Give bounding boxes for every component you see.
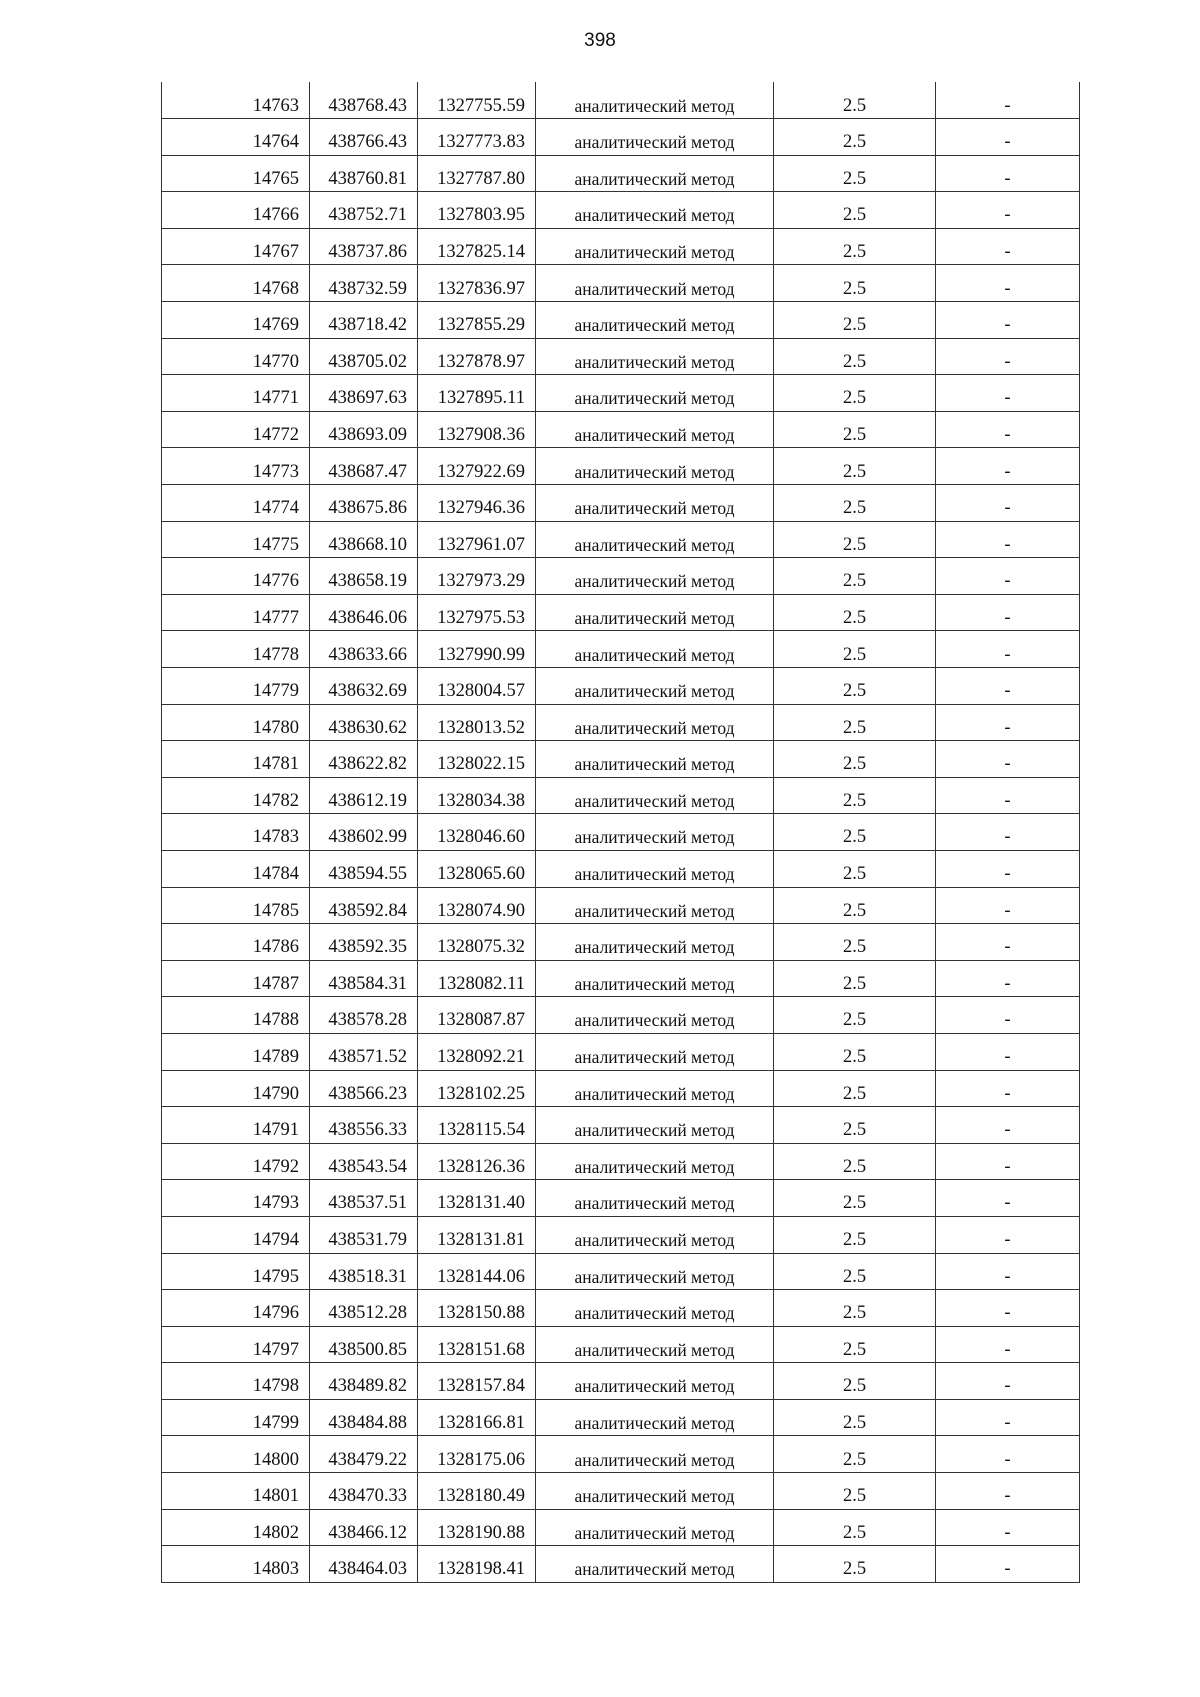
description-cell: - [936, 887, 1080, 924]
x-coordinate-cell: 438537.51 [310, 1180, 418, 1217]
x-coordinate-cell: 438737.86 [310, 228, 418, 265]
accuracy-cell: 2.5 [774, 1326, 936, 1363]
point-number-cell: 14779 [162, 668, 310, 705]
point-number-cell: 14785 [162, 887, 310, 924]
point-number-cell: 14763 [162, 82, 310, 119]
accuracy-cell: 2.5 [774, 1436, 936, 1473]
y-coordinate-cell: 1328102.25 [418, 1070, 536, 1107]
description-cell: - [936, 631, 1080, 668]
description-cell: - [936, 997, 1080, 1034]
point-number-cell: 14803 [162, 1546, 310, 1583]
x-coordinate-cell: 438584.31 [310, 960, 418, 997]
accuracy-cell: 2.5 [774, 1180, 936, 1217]
y-coordinate-cell: 1328022.15 [418, 741, 536, 778]
point-number-cell: 14793 [162, 1180, 310, 1217]
table-row [162, 82, 1080, 119]
y-coordinate-cell: 1328144.06 [418, 1253, 536, 1290]
point-number-cell: 14777 [162, 594, 310, 631]
description-cell: - [936, 1143, 1080, 1180]
description-cell: - [936, 82, 1080, 119]
accuracy-cell: 2.5 [774, 594, 936, 631]
point-number-cell: 14776 [162, 558, 310, 595]
accuracy-cell: 2.5 [774, 338, 936, 375]
method-cell: аналитический метод [536, 302, 774, 339]
accuracy-cell: 2.5 [774, 1546, 936, 1583]
point-number-cell: 14795 [162, 1253, 310, 1290]
description-cell: - [936, 448, 1080, 485]
accuracy-cell: 2.5 [774, 1399, 936, 1436]
y-coordinate-cell: 1327825.14 [418, 228, 536, 265]
accuracy-cell: 2.5 [774, 558, 936, 595]
method-cell: аналитический метод [536, 741, 774, 778]
point-number-cell: 14780 [162, 704, 310, 741]
table-row [162, 997, 1080, 1034]
method-cell: аналитический метод [536, 155, 774, 192]
accuracy-cell: 2.5 [774, 1253, 936, 1290]
method-cell: аналитический метод [536, 1436, 774, 1473]
point-number-cell: 14799 [162, 1399, 310, 1436]
point-number-cell: 14781 [162, 741, 310, 778]
table-row [162, 631, 1080, 668]
description-cell: - [936, 1216, 1080, 1253]
description-cell: - [936, 1107, 1080, 1144]
y-coordinate-cell: 1328046.60 [418, 814, 536, 851]
table-row [162, 1107, 1080, 1144]
y-coordinate-cell: 1327922.69 [418, 448, 536, 485]
table-row [162, 1180, 1080, 1217]
accuracy-cell: 2.5 [774, 1509, 936, 1546]
description-cell: - [936, 228, 1080, 265]
accuracy-cell: 2.5 [774, 265, 936, 302]
method-cell: аналитический метод [536, 777, 774, 814]
method-cell: аналитический метод [536, 1546, 774, 1583]
description-cell: - [936, 1290, 1080, 1327]
description-cell: - [936, 119, 1080, 156]
x-coordinate-cell: 438752.71 [310, 192, 418, 229]
method-cell: аналитический метод [536, 1033, 774, 1070]
table-row [162, 265, 1080, 302]
accuracy-cell: 2.5 [774, 155, 936, 192]
y-coordinate-cell: 1328115.54 [418, 1107, 536, 1144]
table-row [162, 777, 1080, 814]
y-coordinate-cell: 1327836.97 [418, 265, 536, 302]
y-coordinate-cell: 1328150.88 [418, 1290, 536, 1327]
page-number: 398 [584, 30, 616, 51]
accuracy-cell: 2.5 [774, 704, 936, 741]
method-cell: аналитический метод [536, 485, 774, 522]
point-number-cell: 14784 [162, 850, 310, 887]
description-cell: - [936, 192, 1080, 229]
table-row [162, 155, 1080, 192]
y-coordinate-cell: 1328075.32 [418, 924, 536, 961]
point-number-cell: 14778 [162, 631, 310, 668]
accuracy-cell: 2.5 [774, 192, 936, 229]
accuracy-cell: 2.5 [774, 1143, 936, 1180]
description-cell: - [936, 1326, 1080, 1363]
point-number-cell: 14794 [162, 1216, 310, 1253]
x-coordinate-cell: 438479.22 [310, 1436, 418, 1473]
method-cell: аналитический метод [536, 1107, 774, 1144]
description-cell: - [936, 1509, 1080, 1546]
y-coordinate-cell: 1328180.49 [418, 1473, 536, 1510]
description-cell: - [936, 704, 1080, 741]
description-cell: - [936, 1070, 1080, 1107]
method-cell: аналитический метод [536, 997, 774, 1034]
table-row [162, 375, 1080, 412]
method-cell: аналитический метод [536, 924, 774, 961]
y-coordinate-cell: 1327973.29 [418, 558, 536, 595]
y-coordinate-cell: 1328074.90 [418, 887, 536, 924]
accuracy-cell: 2.5 [774, 1070, 936, 1107]
description-cell: - [936, 302, 1080, 339]
y-coordinate-cell: 1328166.81 [418, 1399, 536, 1436]
point-number-cell: 14791 [162, 1107, 310, 1144]
point-number-cell: 14797 [162, 1326, 310, 1363]
accuracy-cell: 2.5 [774, 997, 936, 1034]
y-coordinate-cell: 1327787.80 [418, 155, 536, 192]
x-coordinate-cell: 438466.12 [310, 1509, 418, 1546]
x-coordinate-cell: 438630.62 [310, 704, 418, 741]
method-cell: аналитический метод [536, 558, 774, 595]
y-coordinate-cell: 1327990.99 [418, 631, 536, 668]
description-cell: - [936, 668, 1080, 705]
method-cell: аналитический метод [536, 1143, 774, 1180]
description-cell: - [936, 485, 1080, 522]
description-cell: - [936, 1473, 1080, 1510]
point-number-cell: 14788 [162, 997, 310, 1034]
method-cell: аналитический метод [536, 119, 774, 156]
x-coordinate-cell: 438766.43 [310, 119, 418, 156]
table-row [162, 192, 1080, 229]
method-cell: аналитический метод [536, 1253, 774, 1290]
point-number-cell: 14786 [162, 924, 310, 961]
x-coordinate-cell: 438592.35 [310, 924, 418, 961]
method-cell: аналитический метод [536, 1070, 774, 1107]
table-row [162, 1326, 1080, 1363]
y-coordinate-cell: 1328092.21 [418, 1033, 536, 1070]
table-row [162, 228, 1080, 265]
y-coordinate-cell: 1327773.83 [418, 119, 536, 156]
x-coordinate-cell: 438732.59 [310, 265, 418, 302]
point-number-cell: 14771 [162, 375, 310, 412]
table-row [162, 485, 1080, 522]
y-coordinate-cell: 1327946.36 [418, 485, 536, 522]
x-coordinate-cell: 438612.19 [310, 777, 418, 814]
x-coordinate-cell: 438470.33 [310, 1473, 418, 1510]
method-cell: аналитический метод [536, 631, 774, 668]
point-number-cell: 14765 [162, 155, 310, 192]
table-row [162, 411, 1080, 448]
table-row [162, 1033, 1080, 1070]
table-row [162, 1143, 1080, 1180]
accuracy-cell: 2.5 [774, 228, 936, 265]
y-coordinate-cell: 1327961.07 [418, 521, 536, 558]
x-coordinate-cell: 438594.55 [310, 850, 418, 887]
coordinates-table [161, 82, 1080, 1583]
x-coordinate-cell: 438768.43 [310, 82, 418, 119]
description-cell: - [936, 521, 1080, 558]
method-cell: аналитический метод [536, 1509, 774, 1546]
point-number-cell: 14798 [162, 1363, 310, 1400]
method-cell: аналитический метод [536, 1326, 774, 1363]
method-cell: аналитический метод [536, 887, 774, 924]
table-row [162, 448, 1080, 485]
method-cell: аналитический метод [536, 411, 774, 448]
description-cell: - [936, 1180, 1080, 1217]
table-row [162, 1253, 1080, 1290]
coordinates-table-body [162, 82, 1080, 1582]
description-cell: - [936, 814, 1080, 851]
method-cell: аналитический метод [536, 1180, 774, 1217]
point-number-cell: 14764 [162, 119, 310, 156]
accuracy-cell: 2.5 [774, 411, 936, 448]
accuracy-cell: 2.5 [774, 1363, 936, 1400]
description-cell: - [936, 375, 1080, 412]
description-cell: - [936, 594, 1080, 631]
table-row [162, 668, 1080, 705]
method-cell: аналитический метод [536, 265, 774, 302]
accuracy-cell: 2.5 [774, 1290, 936, 1327]
method-cell: аналитический метод [536, 521, 774, 558]
description-cell: - [936, 558, 1080, 595]
y-coordinate-cell: 1327803.95 [418, 192, 536, 229]
table-row [162, 1070, 1080, 1107]
description-cell: - [936, 1399, 1080, 1436]
accuracy-cell: 2.5 [774, 960, 936, 997]
x-coordinate-cell: 438489.82 [310, 1363, 418, 1400]
method-cell: аналитический метод [536, 1216, 774, 1253]
method-cell: аналитический метод [536, 1290, 774, 1327]
table-row [162, 814, 1080, 851]
accuracy-cell: 2.5 [774, 302, 936, 339]
accuracy-cell: 2.5 [774, 485, 936, 522]
y-coordinate-cell: 1328151.68 [418, 1326, 536, 1363]
method-cell: аналитический метод [536, 448, 774, 485]
description-cell: - [936, 924, 1080, 961]
y-coordinate-cell: 1328034.38 [418, 777, 536, 814]
method-cell: аналитический метод [536, 338, 774, 375]
y-coordinate-cell: 1328131.40 [418, 1180, 536, 1217]
table-row [162, 1363, 1080, 1400]
description-cell: - [936, 777, 1080, 814]
method-cell: аналитический метод [536, 82, 774, 119]
accuracy-cell: 2.5 [774, 924, 936, 961]
method-cell: аналитический метод [536, 1399, 774, 1436]
x-coordinate-cell: 438571.52 [310, 1033, 418, 1070]
x-coordinate-cell: 438718.42 [310, 302, 418, 339]
description-cell: - [936, 960, 1080, 997]
point-number-cell: 14787 [162, 960, 310, 997]
y-coordinate-cell: 1327878.97 [418, 338, 536, 375]
description-cell: - [936, 1436, 1080, 1473]
x-coordinate-cell: 438693.09 [310, 411, 418, 448]
description-cell: - [936, 1363, 1080, 1400]
method-cell: аналитический метод [536, 1363, 774, 1400]
accuracy-cell: 2.5 [774, 741, 936, 778]
y-coordinate-cell: 1327755.59 [418, 82, 536, 119]
y-coordinate-cell: 1328131.81 [418, 1216, 536, 1253]
accuracy-cell: 2.5 [774, 850, 936, 887]
table-row [162, 1399, 1080, 1436]
method-cell: аналитический метод [536, 850, 774, 887]
table-row [162, 924, 1080, 961]
x-coordinate-cell: 438484.88 [310, 1399, 418, 1436]
x-coordinate-cell: 438518.31 [310, 1253, 418, 1290]
x-coordinate-cell: 438760.81 [310, 155, 418, 192]
x-coordinate-cell: 438602.99 [310, 814, 418, 851]
method-cell: аналитический метод [536, 704, 774, 741]
table-row [162, 850, 1080, 887]
y-coordinate-cell: 1327975.53 [418, 594, 536, 631]
accuracy-cell: 2.5 [774, 814, 936, 851]
x-coordinate-cell: 438668.10 [310, 521, 418, 558]
point-number-cell: 14769 [162, 302, 310, 339]
y-coordinate-cell: 1327908.36 [418, 411, 536, 448]
accuracy-cell: 2.5 [774, 668, 936, 705]
point-number-cell: 14790 [162, 1070, 310, 1107]
table-row [162, 1546, 1080, 1583]
accuracy-cell: 2.5 [774, 448, 936, 485]
table-row [162, 887, 1080, 924]
y-coordinate-cell: 1328198.41 [418, 1546, 536, 1583]
description-cell: - [936, 1253, 1080, 1290]
x-coordinate-cell: 438500.85 [310, 1326, 418, 1363]
point-number-cell: 14796 [162, 1290, 310, 1327]
method-cell: аналитический метод [536, 375, 774, 412]
x-coordinate-cell: 438646.06 [310, 594, 418, 631]
description-cell: - [936, 1033, 1080, 1070]
method-cell: аналитический метод [536, 1473, 774, 1510]
x-coordinate-cell: 438531.79 [310, 1216, 418, 1253]
x-coordinate-cell: 438633.66 [310, 631, 418, 668]
x-coordinate-cell: 438592.84 [310, 887, 418, 924]
accuracy-cell: 2.5 [774, 521, 936, 558]
description-cell: - [936, 1546, 1080, 1583]
y-coordinate-cell: 1328157.84 [418, 1363, 536, 1400]
table-row [162, 1436, 1080, 1473]
accuracy-cell: 2.5 [774, 1033, 936, 1070]
y-coordinate-cell: 1327855.29 [418, 302, 536, 339]
description-cell: - [936, 338, 1080, 375]
point-number-cell: 14792 [162, 1143, 310, 1180]
accuracy-cell: 2.5 [774, 119, 936, 156]
y-coordinate-cell: 1328087.87 [418, 997, 536, 1034]
method-cell: аналитический метод [536, 228, 774, 265]
point-number-cell: 14800 [162, 1436, 310, 1473]
method-cell: аналитический метод [536, 594, 774, 631]
table-row [162, 521, 1080, 558]
description-cell: - [936, 741, 1080, 778]
y-coordinate-cell: 1328082.11 [418, 960, 536, 997]
x-coordinate-cell: 438697.63 [310, 375, 418, 412]
point-number-cell: 14775 [162, 521, 310, 558]
accuracy-cell: 2.5 [774, 887, 936, 924]
table-row [162, 741, 1080, 778]
point-number-cell: 14766 [162, 192, 310, 229]
x-coordinate-cell: 438687.47 [310, 448, 418, 485]
table-row [162, 594, 1080, 631]
table-row [162, 1509, 1080, 1546]
point-number-cell: 14783 [162, 814, 310, 851]
accuracy-cell: 2.5 [774, 82, 936, 119]
method-cell: аналитический метод [536, 960, 774, 997]
point-number-cell: 14782 [162, 777, 310, 814]
accuracy-cell: 2.5 [774, 777, 936, 814]
point-number-cell: 14770 [162, 338, 310, 375]
table-row [162, 119, 1080, 156]
method-cell: аналитический метод [536, 814, 774, 851]
description-cell: - [936, 155, 1080, 192]
y-coordinate-cell: 1328190.88 [418, 1509, 536, 1546]
table-row [162, 960, 1080, 997]
x-coordinate-cell: 438566.23 [310, 1070, 418, 1107]
table-row [162, 1216, 1080, 1253]
x-coordinate-cell: 438632.69 [310, 668, 418, 705]
x-coordinate-cell: 438622.82 [310, 741, 418, 778]
x-coordinate-cell: 438675.86 [310, 485, 418, 522]
y-coordinate-cell: 1328013.52 [418, 704, 536, 741]
description-cell: - [936, 265, 1080, 302]
table-row [162, 704, 1080, 741]
x-coordinate-cell: 438556.33 [310, 1107, 418, 1144]
y-coordinate-cell: 1328065.60 [418, 850, 536, 887]
method-cell: аналитический метод [536, 668, 774, 705]
point-number-cell: 14772 [162, 411, 310, 448]
point-number-cell: 14801 [162, 1473, 310, 1510]
table-row [162, 338, 1080, 375]
table-row [162, 1290, 1080, 1327]
point-number-cell: 14767 [162, 228, 310, 265]
description-cell: - [936, 411, 1080, 448]
x-coordinate-cell: 438512.28 [310, 1290, 418, 1327]
x-coordinate-cell: 438543.54 [310, 1143, 418, 1180]
x-coordinate-cell: 438464.03 [310, 1546, 418, 1583]
table-row [162, 558, 1080, 595]
point-number-cell: 14773 [162, 448, 310, 485]
accuracy-cell: 2.5 [774, 1216, 936, 1253]
accuracy-cell: 2.5 [774, 375, 936, 412]
accuracy-cell: 2.5 [774, 631, 936, 668]
x-coordinate-cell: 438578.28 [310, 997, 418, 1034]
y-coordinate-cell: 1328126.36 [418, 1143, 536, 1180]
point-number-cell: 14802 [162, 1509, 310, 1546]
description-cell: - [936, 850, 1080, 887]
table-row [162, 302, 1080, 339]
y-coordinate-cell: 1328004.57 [418, 668, 536, 705]
y-coordinate-cell: 1328175.06 [418, 1436, 536, 1473]
accuracy-cell: 2.5 [774, 1473, 936, 1510]
point-number-cell: 14789 [162, 1033, 310, 1070]
accuracy-cell: 2.5 [774, 1107, 936, 1144]
method-cell: аналитический метод [536, 192, 774, 229]
x-coordinate-cell: 438705.02 [310, 338, 418, 375]
y-coordinate-cell: 1327895.11 [418, 375, 536, 412]
point-number-cell: 14768 [162, 265, 310, 302]
x-coordinate-cell: 438658.19 [310, 558, 418, 595]
point-number-cell: 14774 [162, 485, 310, 522]
table-row [162, 1473, 1080, 1510]
